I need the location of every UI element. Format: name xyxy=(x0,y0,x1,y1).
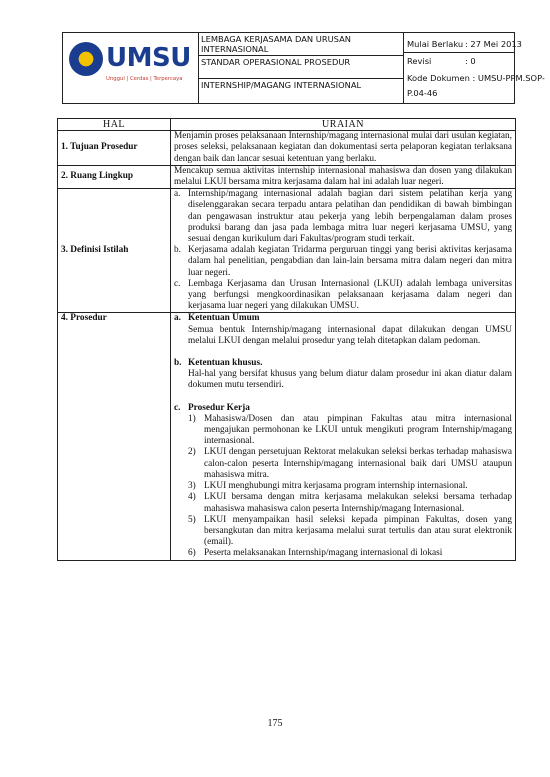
procedure-step: 1) Mahasiswa/Dosen dan atau pimpinan Fakultas atau mitra internasional mengajukan permohonan ke LKUI untuk mengikuti program Internship/magang internasional. xyxy=(188,413,512,447)
logo-tagline: Unggul | Cerdas | Terpercaya xyxy=(106,76,183,82)
row-definisi xyxy=(58,189,516,313)
col-uraian: URAIAN xyxy=(171,119,516,131)
section-a-text: Semua bentuk Internship/magang internasional dapat dilakukan dengan UMSU melalui LKUI dengan melalui prosedur yang telah ditetapkan dalam pedoman. xyxy=(188,324,512,346)
document-title: INTERNSHIP/MAGANG INTERNASIONAL xyxy=(201,80,362,90)
procedure-step: 4) LKUI bersama dengan mitra kerjasama melakukan seleksi bersama terhadap mahasiswa mahasiswa calon peserta Internship/magang Internasional. xyxy=(188,492,512,514)
uraian-lingkup: Mencakup semua aktivitas internship internasional mahasiswa dan dosen yang dilakukan melalui LKUI bersama mitra kerjasama dalam hal ini adalah luar negeri. xyxy=(171,165,516,188)
uraian-prosedur xyxy=(171,313,516,560)
col-hal: HAL xyxy=(58,119,171,131)
document-header xyxy=(62,32,545,104)
sop-table xyxy=(57,118,516,561)
row-lingkup xyxy=(58,165,516,188)
procedure-step: 3) LKUI menghubungi mitra kerjasama program internship internasional. xyxy=(188,481,468,492)
procedure-step: 5) LKUI menyampaikan hasil seleksi kepada pimpinan Fakultas, dosen yang bersangkutan dan mitra kerjasama melalui surat tertulis dan atau surat elektronik (email). xyxy=(188,514,512,548)
revision-label: Revisi xyxy=(407,56,432,66)
section-c-heading: c. Prosedur Kerja xyxy=(174,402,250,413)
doc-code-line1: Kode Dokumen : UMSU-PPM.SOP- xyxy=(407,73,545,83)
uraian-definisi xyxy=(171,189,516,313)
section-b-heading: b. Ketentuan khusus. xyxy=(174,358,263,369)
document-type: STANDAR OPERASIONAL PROSEDUR xyxy=(198,56,403,79)
definition-item: c. Lembaga Kerjasama dan Urusan Internasional (LKUI) adalah lembaga universitas yang berfungsi mengkoordinasikan pelaksanaan kerjasama dalam negeri dan kerjasama luar negeri yang dilakukan UMSU. xyxy=(174,278,512,312)
institution-name: LEMBAGA KERJASAMA DAN URUSAN INTERNASIONAL xyxy=(198,33,403,56)
header-meta-cell xyxy=(403,33,545,103)
definition-item: a. Internship/magang internasional adalah bagian dari sistem pelatihan kerja yang diselenggarakan secara terpadu antara pelatihan dan pendidikan di bawah bimbingan dan pengawasan instruktur atau pekerja yang lebih berpengalaman dalam proses produksi barang dan jasa pada lembaga mitra luar negeri kerjasama UMSU, yang sesuai dengan kurikulum dari Fakultas/program studi terkait. xyxy=(174,189,512,245)
table-header-row xyxy=(58,119,516,131)
section-b-text: Hal-hal yang bersifat khusus yang belum diatur dalam prosedur ini akan diatur dalam dokumen mutu tersendiri. xyxy=(188,369,512,391)
uraian-tujuan: Menjamin proses pelaksanaan Internship/magang internasional mulai dari usulan kegiatan, proses seleksi, pelaksanaan kegiatan dan dokumentasi serta pelaporan kegiatan terlaksana dengan baik dan lancar sesuai ketentuan yang berlaku. xyxy=(171,131,516,166)
effective-value: : 27 Mei 2013 xyxy=(465,39,522,49)
doc-code-line2: P.04-46 xyxy=(407,88,438,98)
row-prosedur xyxy=(58,313,516,560)
hal-definisi: 3. Definisi Istilah xyxy=(58,189,171,313)
hal-tujuan: 1. Tujuan Prosedur xyxy=(58,131,171,166)
procedure-step: 2) LKUI dengan persetujuan Rektorat melakukan seleksi berkas terhadap mahasiswa calon-calon peserta Internship/magang internasional baik dari UMSU ataupun mahasiswa mitra. xyxy=(188,447,512,480)
procedure-step: 6) Peserta melaksanakan Internship/magang internasional di lokasi xyxy=(188,548,443,559)
logo-cell xyxy=(63,33,199,103)
revision-value: : 0 xyxy=(465,56,476,66)
section-a-heading: a. Ketentuan Umum xyxy=(174,313,260,324)
hal-prosedur: 4. Prosedur xyxy=(58,313,171,560)
row-tujuan xyxy=(58,131,516,166)
definition-item: b. Kerjasama adalah kegiatan Tridarma perguruan tinggi yang berisi aktivitas kerjasama dalam hal penelitian, pengabdian dan lain-lain bersama mitra dalam negeri dan mitra luar negeri. xyxy=(174,245,512,278)
effective-label: Mulai Berlaku xyxy=(407,39,464,49)
university-emblem-icon xyxy=(69,42,103,76)
logo-text: UMSU xyxy=(106,43,191,73)
page-number: 175 xyxy=(267,718,283,729)
hal-lingkup: 2. Ruang Lingkup xyxy=(58,165,171,188)
header-title-cell xyxy=(198,33,404,103)
